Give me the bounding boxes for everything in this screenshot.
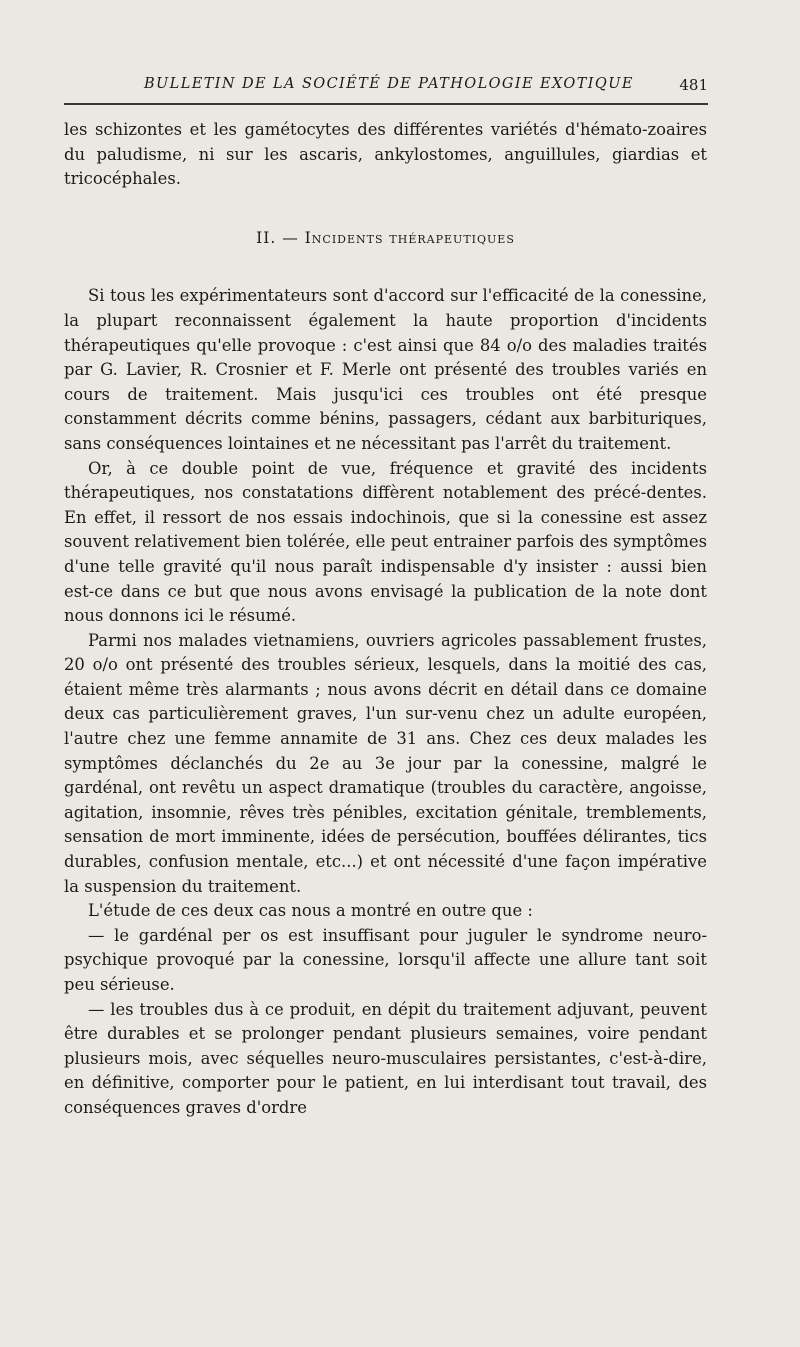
paragraph-1: Si tous les expérimentateurs sont d'accord sur l'efficacité de la conessine, la plupart reconnaissent également la haute proportion d'incidents thérapeutiques qu'elle provoque : c'est ainsi que 84 o/o des maladies traités par G. Lavier, R. Crosnier et F. Merle ont présenté des troubles variés en cours de traitement. Mais jusqu'ici ces troubles ont été presque constamment décrits comme bénins, passagers, cédant aux barbituriques, sans conséquences lointaines et ne nécessitant pas l'arrêt du traitement.: [64, 286, 707, 453]
running-title: BULLETIN DE LA SOCIÉTÉ DE PATHOLOGIE EXOTIQUE: [144, 76, 634, 92]
paragraph-5: — le gardénal per os est insuffisant pour juguler le syndrome neuro-psychique provoqué par la conessine, lorsqu'il affecte une allure tant soit peu sérieuse.: [64, 925, 707, 994]
paragraph-4: L'étude de ces deux cas nous a montré en outre que :: [88, 901, 533, 921]
paragraph-2: Or, à ce double point de vue, fréquence et gravité des incidents thérapeutiques, nos constatations diffèrent notablement des précé-dentes. En effet, il ressort de nos essais indochinois, que si la conessine est assez souvent relativement bien tolérée, elle peut entrainer parfois des symptômes d'une telle gravité qu'il nous paraît indispensable d'y insister : aussi bien est-ce dans ce but que nous avons envisagé la publication de la note dont nous donnons ici le résumé.: [64, 458, 707, 626]
paragraph-6: — les troubles dus à ce produit, en dépit du traitement adjuvant, peuvent être durables et se prolonger pendant plusieurs semaines, voire pendant plusieurs mois, avec séquelles neuro-musculaires persistantes, c'est-à-dire, en définitive, comporter pour le patient, en lui interdisant tout travail, des conséquences graves d'ordre: [64, 999, 707, 1117]
header-rule: [64, 103, 708, 105]
article-body: [64, 118, 707, 1121]
paragraph-3: Parmi nos malades vietnamiens, ouvriers agricoles passablement frustes, 20 o/o ont présenté des troubles sérieux, lesquels, dans la moitié des cas, étaient même très alarmants ; nous avons décrit en détail dans ce domaine deux cas particulièrement graves, l'un sur-venu chez un adulte européen, l'autre chez une femme annamite de 31 ans. Chez ces deux malades les symptômes déclanchés du 2e au 3e jour par la conessine, malgré le gardénal, ont revêtu un aspect dramatique (troubles du caractère, angoisse, agitation, insomnie, rêves très pénibles, excitation génitale, tremblements, sensation de mort imminente, idées de persécution, bouffées délirantes, tics durables, confusion mentale, etc...) et ont nécessité d'une façon impérative la suspension du traitement.: [64, 630, 707, 896]
running-head: [64, 76, 708, 100]
page-number: 481: [679, 76, 708, 94]
intro-paragraph: les schizontes et les gamétocytes des différentes variétés d'hémato-zoaires du paludisme, ni sur les ascaris, ankylostomes, anguillules, giardias et tricocéphales.: [64, 120, 707, 189]
section-title: II. — Incidents thérapeutiques: [256, 228, 515, 247]
